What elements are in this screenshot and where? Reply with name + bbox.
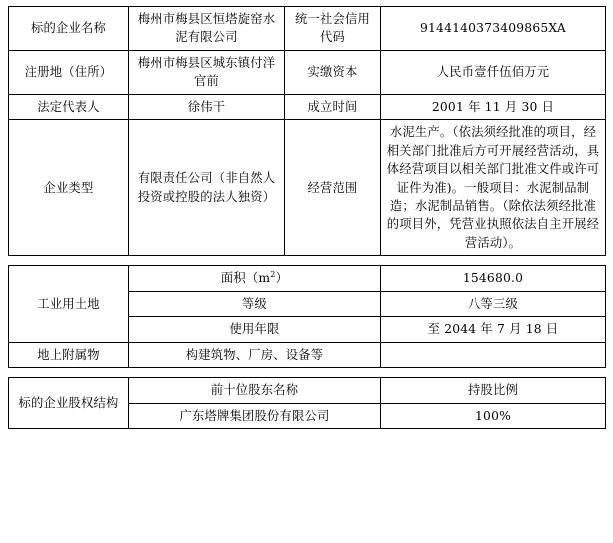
- row-label-industrial-land: 工业用土地: [9, 266, 129, 342]
- row-label-land-term: 使用年限: [129, 317, 381, 342]
- land-area-superscript: 2: [270, 270, 276, 280]
- row-value-registered-address: 梅州市梅县区城东镇付洋官前: [129, 50, 285, 94]
- row-label-enterprise-type: 企业类型: [9, 120, 129, 256]
- header-shareholding-ratio: 持股比例: [381, 378, 606, 403]
- row-label-establish-time: 成立时间: [285, 94, 381, 119]
- row-value-land-grade: 八等三级: [381, 291, 606, 316]
- row-label-company-name: 标的企业名称: [9, 7, 129, 51]
- equity-structure-table: [8, 377, 606, 429]
- row-value-legal-representative: 徐伟干: [129, 94, 285, 119]
- row-value-shareholding-ratio: 100%: [381, 403, 606, 428]
- table-row: [9, 378, 606, 403]
- row-label-credit-code: 统一社会信用代码: [285, 7, 381, 51]
- row-label-equity-structure: 标的企业股权结构: [9, 378, 129, 429]
- table-row: [9, 7, 606, 51]
- table-row: [9, 342, 606, 367]
- land-area-tail: ）: [275, 271, 289, 286]
- row-value-credit-code: 9144140373409865XA: [381, 7, 606, 51]
- table-row: [9, 50, 606, 94]
- row-value-land-area: 154680.0: [381, 266, 606, 292]
- table-row: [9, 120, 606, 256]
- enterprise-info-table: [8, 6, 606, 256]
- row-label-land-grade: 等级: [129, 291, 381, 316]
- row-value-establish-time: 2001 年 11 月 30 日: [381, 94, 606, 119]
- table-gap-2: [8, 368, 605, 377]
- land-area-text: 面积（m: [220, 271, 271, 286]
- header-shareholder-name: 前十位股东名称: [129, 378, 381, 403]
- table-gap: [8, 256, 605, 265]
- row-value-company-name: 梅州市梅县区恒塔旋窑水泥有限公司: [129, 7, 285, 51]
- row-value-shareholder-name: 广东塔牌集团股份有限公司: [129, 403, 381, 428]
- row-value-land-term: 至 2044 年 7 月 18 日: [381, 317, 606, 342]
- row-value-business-scope: 水泥生产。（依法须经批准的项目，经相关部门批准后方可开展经营活动，具体经营项目以相关部门批准文件或许可证件为准)。一般项目：水泥制品制造；水泥制品销售。（除依法须经批准的项目外，凭营业执照依法自主开展经营活动）。: [381, 120, 606, 256]
- row-value-paid-capital: 人民币壹仟伍佰万元: [381, 50, 606, 94]
- row-value-enterprise-type: 有限责任公司（非自然人投资或控股的法人独资）: [129, 120, 285, 256]
- row-label-land-area: [129, 266, 381, 292]
- row-label-paid-capital: 实缴资本: [285, 50, 381, 94]
- row-label-registered-address: 注册地（住所）: [9, 50, 129, 94]
- row-label-legal-representative: 法定代表人: [9, 94, 129, 119]
- land-info-table: [8, 265, 606, 368]
- table-row: [9, 94, 606, 119]
- row-value-attachments: 构建筑物、厂房、设备等: [129, 342, 381, 367]
- row-label-business-scope: 经营范围: [285, 120, 381, 256]
- row-value-attachments-empty: [381, 342, 606, 367]
- row-label-attachments: 地上附属物: [9, 342, 129, 367]
- table-row: [9, 266, 606, 292]
